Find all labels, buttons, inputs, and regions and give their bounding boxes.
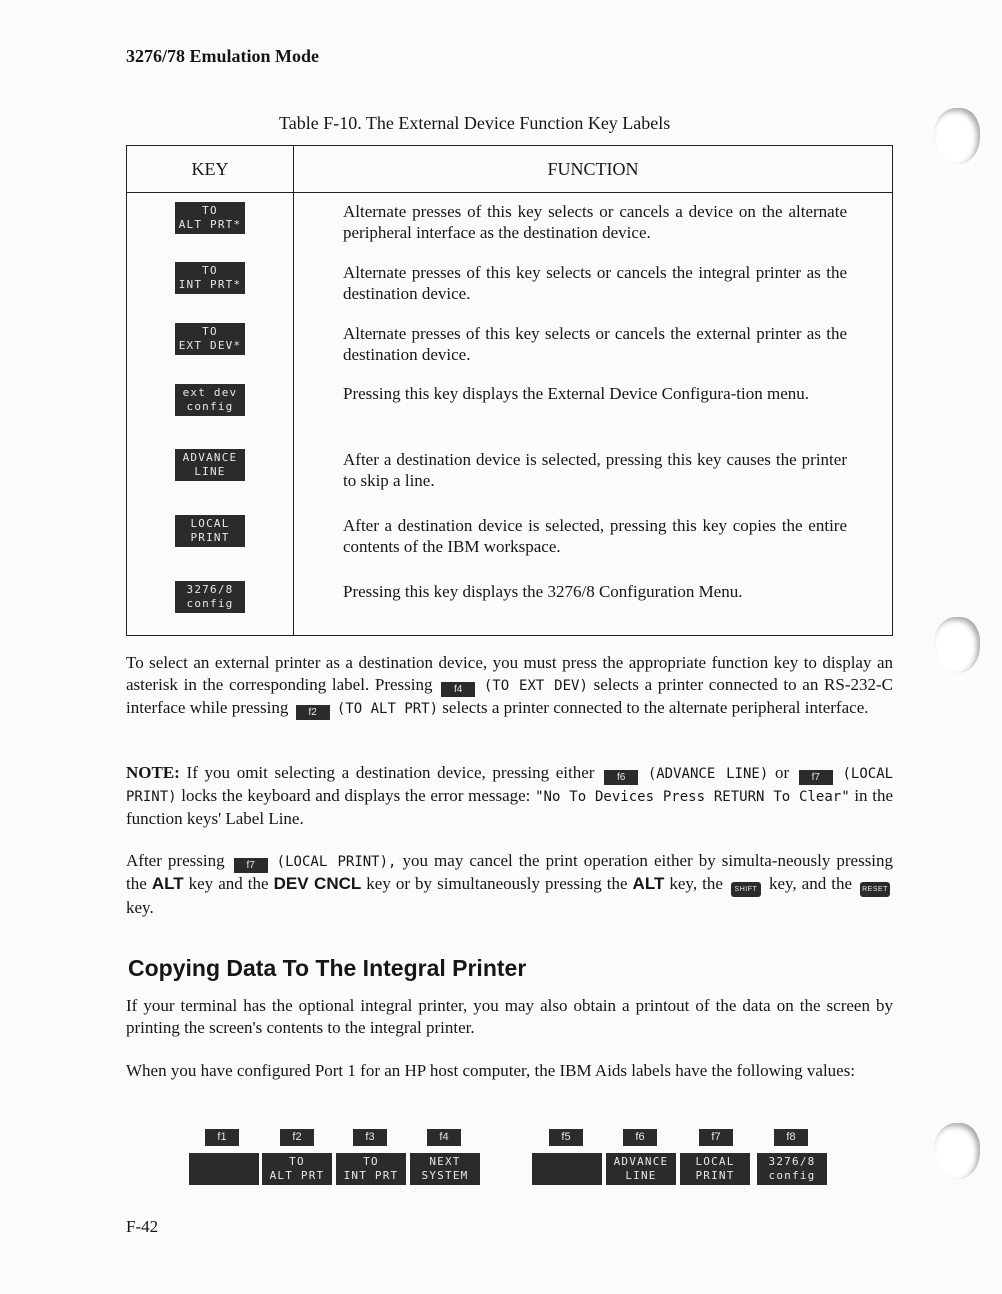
shift-key-icon: SHIFT xyxy=(731,882,761,897)
f3-label: TO INT PRT xyxy=(336,1153,406,1185)
column-header-key: KEY xyxy=(191,158,229,179)
key-label-to-ext-dev xyxy=(175,323,245,355)
key-label-to-alt-prt xyxy=(175,202,245,234)
key-label-3276-8-config xyxy=(175,581,245,613)
key-label-line2: EXT DEV* xyxy=(178,339,242,352)
key-label-ext-dev-config xyxy=(175,384,245,416)
table-row-description: Pressing this key displays the 3276/8 Configuration Menu. xyxy=(343,582,743,601)
f6-label: ADVANCE LINE xyxy=(606,1153,676,1185)
f2-label: TO ALT PRT xyxy=(262,1153,332,1185)
f7-key-icon: f7 xyxy=(699,1129,733,1146)
column-header-function: FUNCTION xyxy=(293,146,892,192)
binder-hole xyxy=(934,617,980,673)
f3-key-icon: f3 xyxy=(353,1129,387,1146)
f5-label xyxy=(532,1153,602,1185)
f8-label: 3276/8 config xyxy=(757,1153,827,1185)
key-label-line1: ADVANCE xyxy=(182,451,238,464)
key-label-line2: PRINT xyxy=(190,531,230,544)
key-label-line2: config xyxy=(186,597,234,610)
f6-key-icon: f6 xyxy=(604,770,638,785)
paragraph-ibm-aids: When you have configured Port 1 for an HP host computer, the IBM Aids labels have the following values: xyxy=(126,1061,856,1080)
paragraph-select-printer: To select an external printer as a destination device, you must press the appropriate function key to display an asterisk in the corresponding label. Pressing f4 (TO EXT DEV) selects a printer connected to an RS-232-C interface while pressing f2 (TO ALT PRT) selects a printer connected to the alternate peripheral interface. xyxy=(126,653,893,718)
page-header: 3276/78 Emulation Mode xyxy=(126,46,320,66)
f5-key-icon: f5 xyxy=(549,1129,583,1146)
column-divider xyxy=(293,192,294,635)
error-message: "No To Devices Press RETURN To Clear" xyxy=(535,789,850,805)
table-row-description: Alternate presses of this key selects or cancels a device on the alternate peripheral interface as the destination device. xyxy=(343,202,847,242)
table-row-description: Alternate presses of this key selects or cancels the integral printer as the destination device. xyxy=(343,263,847,303)
table-header-row xyxy=(127,146,892,193)
key-label-line1: TO xyxy=(202,264,218,277)
f7-key-icon: f7 xyxy=(234,858,268,873)
table-caption: Table F-10. The External Device Function Key Labels xyxy=(279,113,671,133)
table-row-description: Alternate presses of this key selects or cancels the external printer as the destination device. xyxy=(343,324,847,364)
reset-key-icon: RESET xyxy=(860,882,890,897)
key-label-line1: ext dev xyxy=(182,386,238,399)
key-label-line2: INT PRT* xyxy=(178,278,242,291)
section-title: Copying Data To The Integral Printer xyxy=(128,955,527,981)
f1-label xyxy=(189,1153,259,1185)
key-label-to-int-prt xyxy=(175,262,245,294)
f8-key-icon: f8 xyxy=(774,1129,808,1146)
function-key-table xyxy=(126,145,893,636)
key-label-line1: LOCAL xyxy=(190,517,230,530)
f4-key-icon: f4 xyxy=(441,682,475,697)
paragraph-integral-printer: If your terminal has the optional integral printer, you may also obtain a printout of the data on the screen by printing the screen's contents to the integral printer. xyxy=(126,996,893,1037)
key-label-line1: TO xyxy=(202,325,218,338)
note-block: NOTE: If you omit selecting a destination device, pressing either f6 (ADVANCE LINE) or f7 (LOCAL PRINT) locks the keyboard and displays the error message: "No To Devices Press RETURN To Clear" in the function keys' Label Line. xyxy=(126,763,894,828)
note-label: NOTE: xyxy=(126,763,180,782)
key-label-line1: TO xyxy=(202,204,218,217)
table-row-description: After a destination device is selected, pressing this key copies the entire contents of the IBM workspace. xyxy=(343,516,847,556)
f4-key-icon: f4 xyxy=(427,1129,461,1146)
f7-key-icon: f7 xyxy=(799,770,833,785)
page-number: F-42 xyxy=(126,1217,159,1236)
f4-label: NEXT SYSTEM xyxy=(410,1153,480,1185)
f7-label: LOCAL PRINT xyxy=(680,1153,750,1185)
binder-hole xyxy=(934,1123,980,1179)
paragraph-cancel-print: After pressing f7 (LOCAL PRINT), you may cancel the print operation either by simulta-neously pressing the ALT key and the DEV CNCL key or by simultaneously pressing the ALT key, the SHIFT key, and the RESET key. xyxy=(126,851,894,917)
key-label-line1: 3276/8 xyxy=(186,583,234,596)
key-label-line2: LINE xyxy=(194,465,226,478)
key-label-advance-line xyxy=(175,449,245,481)
key-label-line2: ALT PRT* xyxy=(178,218,242,231)
f2-key-icon: f2 xyxy=(280,1129,314,1146)
table-row-description: Pressing this key displays the External Device Configura-tion menu. xyxy=(343,384,809,403)
key-label-local-print xyxy=(175,515,245,547)
binder-hole xyxy=(934,108,980,164)
f6-key-icon: f6 xyxy=(623,1129,657,1146)
key-label-line2: config xyxy=(186,400,234,413)
f2-key-icon: f2 xyxy=(296,705,330,720)
table-row-description: After a destination device is selected, pressing this key causes the printer to skip a line. xyxy=(343,450,847,490)
f1-key-icon: f1 xyxy=(205,1129,239,1146)
